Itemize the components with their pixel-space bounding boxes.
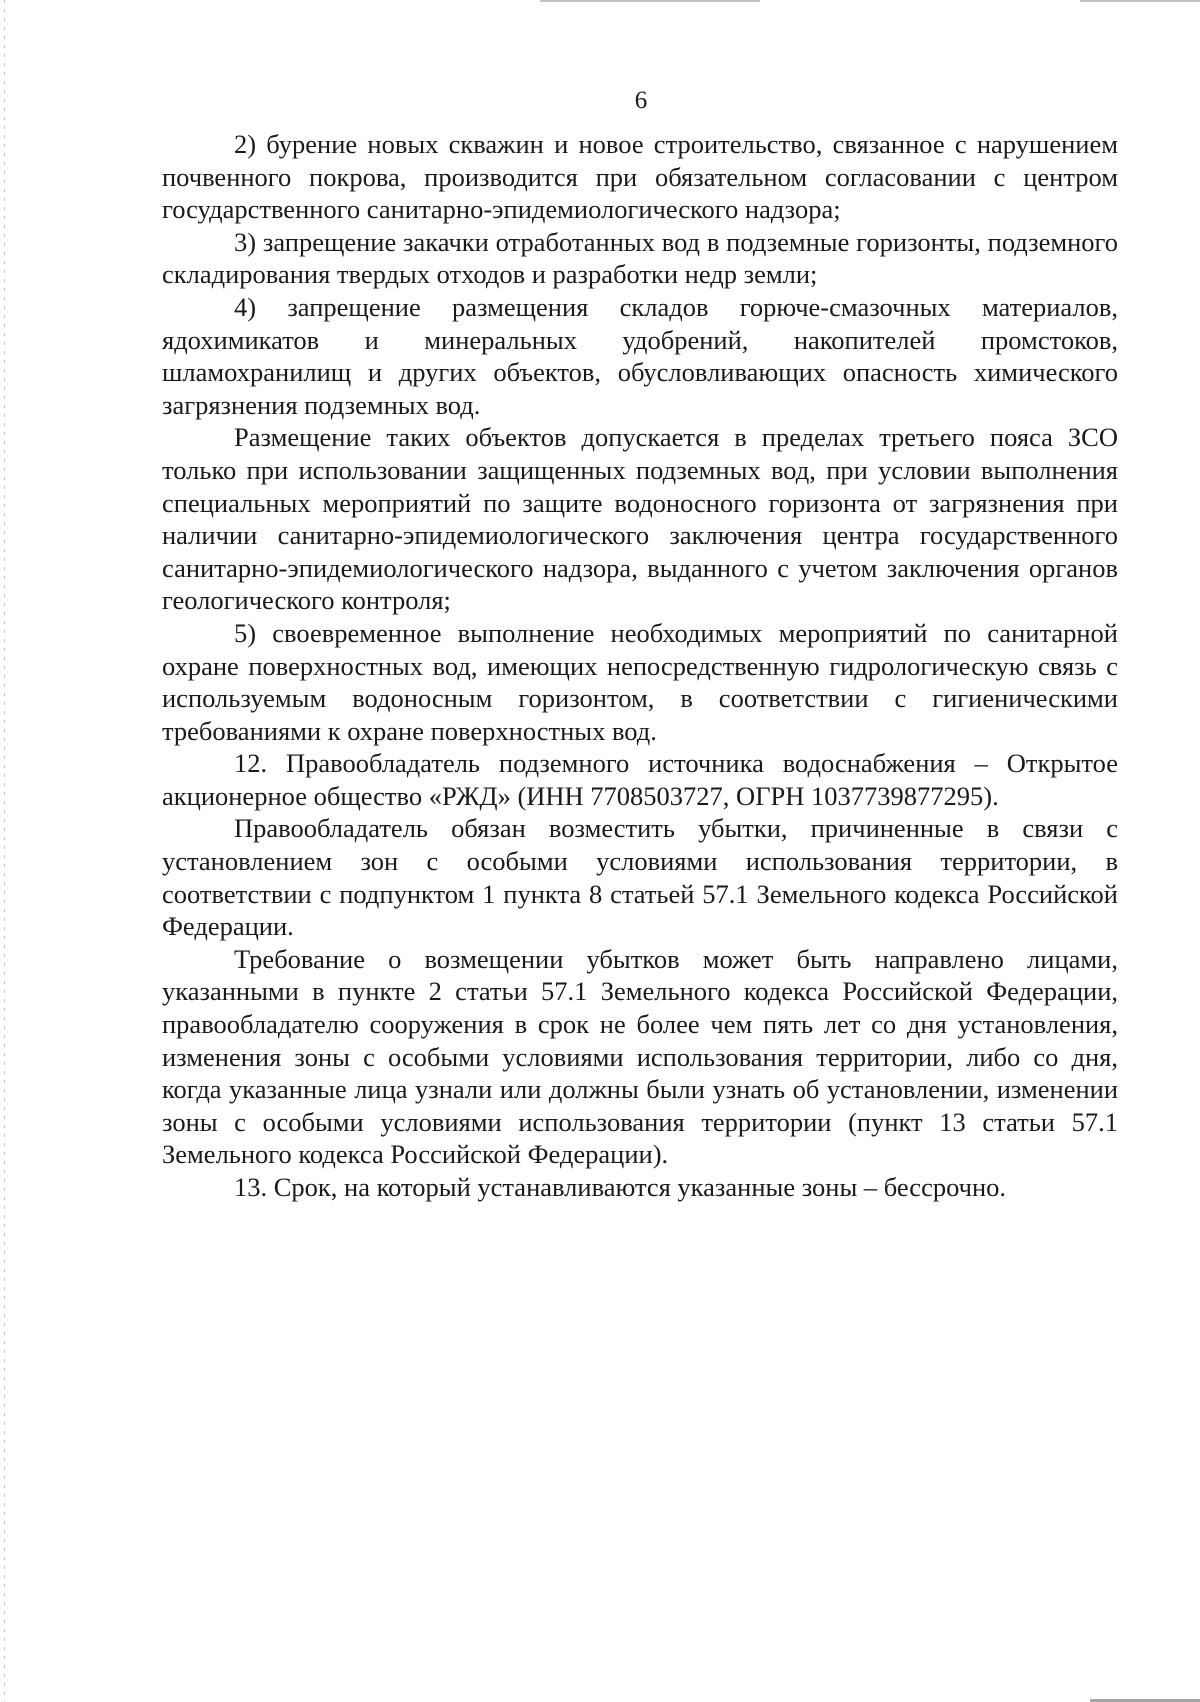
scan-edge-top-1 <box>540 0 760 2</box>
paragraph-item-2: 2) бурение новых скважин и новое строительство, связанное с нарушением почвенного покрова, производится при обязательном согласовании с центром государственного санитарно-эпидемиологического надзора; <box>162 129 1118 225</box>
paragraph-compensation-claim: Требование о возмещении убытков может быть направлено лицами, указанными в пункте 2 статьи 57.1 Земельного кодекса Российской Федерации, правообладателю сооружения в срок не более чем пять лет со дня установления, изменения зоны с особыми условиями использования территории, либо со дня, когда указанные лица узнали или должны были узнать об установлении, изменении зоны с особыми условиями использования территории (пункт 13 статьи 57.1 Земельного кодекса Российской Федерации). <box>162 943 1118 1170</box>
paragraph-item-3: 3) запрещение закачки отработанных вод в подземные горизонты, подземного складирования твердых отходов и разработки недр земли; <box>162 226 1118 290</box>
scan-edge-top-2 <box>1080 0 1200 2</box>
scan-edge-left <box>4 0 5 1702</box>
document-body <box>162 128 1118 1204</box>
page-number: 6 <box>634 87 648 114</box>
paragraph-item-4: 4) запрещение размещения складов горюче-смазочных материалов, ядохимикатов и минеральных удобрений, накопителей промстоков, шламохранилищ и других объектов, обусловливающих опасность химического загрязнения подземных вод. <box>162 291 1118 420</box>
paragraph-item-5: 5) своевременное выполнение необходимых мероприятий по санитарной охране поверхностных вод, имеющих непосредственную гидрологическую связь с используемым водоносным горизонтом, в соответствии с гигиеническими требованиями к охране поверхностных вод. <box>162 617 1118 746</box>
paragraph-compensation-duty: Правообладатель обязан возместить убытки, причиненные в связи с установлением зон с особыми условиями использования территории, в соответствии с подпунктом 1 пункта 8 статьей 57.1 Земельного кодекса Российской Федерации. <box>162 813 1118 942</box>
paragraph-section-13: 13. Срок, на который устанавливаются указанные зоны – бессрочно. <box>234 1172 1007 1202</box>
paragraph-placement-conditions: Размещение таких объектов допускается в пределах третьего пояса ЗСО только при использовании защищенных подземных вод, при условии выполнения специальных мероприятий по защите водоносного горизонта от загрязнения при наличии санитарно-эпидемиологического заключения центра государственного санитарно-эпидемиологического надзора, выданного с учетом заключения органов геологического контроля; <box>162 422 1118 616</box>
paragraph-section-12: 12. Правообладатель подземного источника водоснабжения – Открытое акционерное общество «РЖД» (ИНН 7708503727, ОГРН 1037739877295). <box>162 748 1118 811</box>
